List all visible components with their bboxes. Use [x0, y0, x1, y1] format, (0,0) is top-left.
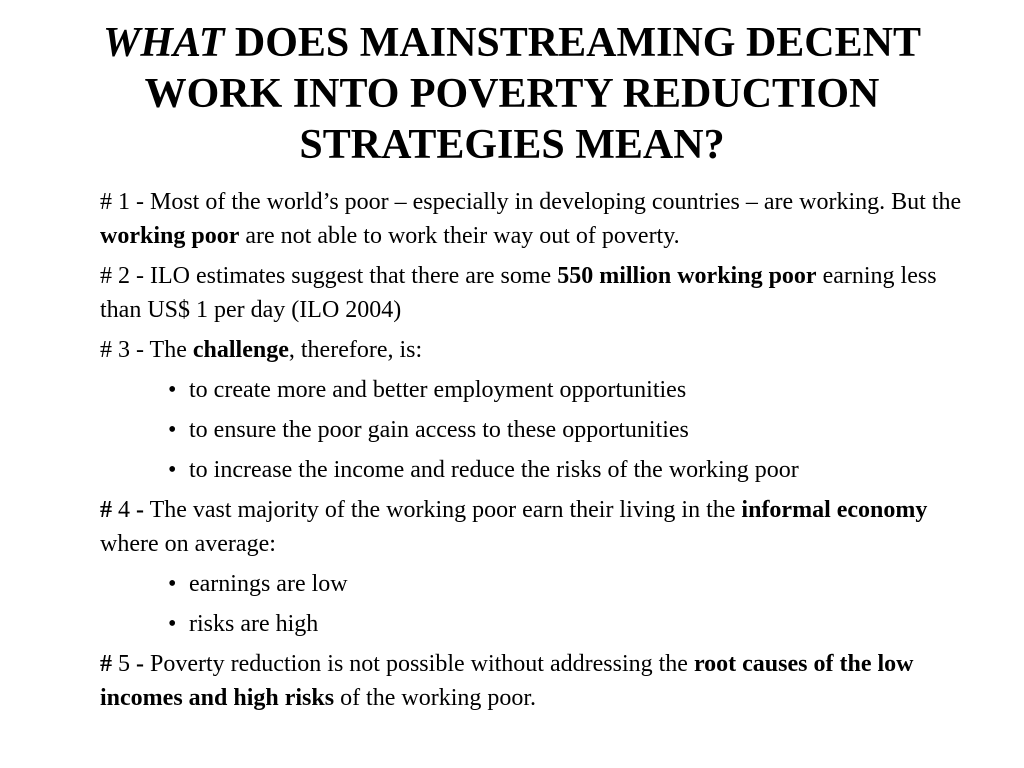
point-1-text-c: are not able to work their way out of poverty.	[239, 223, 680, 249]
point-3	[100, 333, 980, 367]
point-3-text-c: , therefore, is:	[288, 337, 423, 363]
point-5-hash: #	[100, 651, 112, 677]
point-3-text-a: # 3 - The	[100, 337, 193, 363]
point-4-emphasis: informal economy	[741, 497, 928, 523]
point-2-text-c: earning less than US$ 1 per day (ILO 2004)	[100, 263, 937, 323]
bullet-icon: •	[168, 611, 177, 637]
point-4-text-c: where on average:	[100, 531, 276, 557]
point-5-text-a: Poverty reduction is not possible without addressing the	[144, 651, 694, 677]
point-3-emphasis: challenge	[192, 337, 289, 363]
list-item	[168, 607, 980, 641]
bullet-text: risks are high	[189, 611, 319, 637]
point-2-emphasis: 550 million working poor	[557, 263, 817, 289]
point-2	[100, 259, 980, 327]
point-5-dash: -	[136, 651, 144, 677]
point-4-hash: #	[100, 497, 112, 523]
slide-title	[40, 18, 984, 171]
bullet-icon: •	[168, 377, 177, 403]
point-4-number: 4	[112, 497, 136, 523]
slide-body	[100, 185, 980, 715]
point-5	[100, 647, 980, 715]
list-item	[168, 567, 980, 601]
list-item	[168, 373, 980, 407]
point-5-emphasis: root causes of the low incomes and high risks	[100, 651, 914, 711]
point-4-bullet-list	[100, 567, 980, 641]
bullet-text: earnings are low	[189, 571, 348, 597]
list-item	[168, 453, 980, 487]
bullet-text: to ensure the poor gain access to these opportunities	[189, 417, 689, 443]
title-rest: DOES MAINSTREAMING DECENT WORK INTO POVERTY REDUCTION STRATEGIES MEAN?	[144, 20, 921, 168]
bullet-icon: •	[168, 457, 177, 483]
bullet-icon: •	[168, 417, 177, 443]
bullet-text: to increase the income and reduce the risks of the working poor	[189, 457, 799, 483]
bullet-text: to create more and better employment opportunities	[189, 377, 687, 403]
point-1	[100, 185, 980, 253]
point-3-bullet-list	[100, 373, 980, 487]
point-5-text-c: of the working poor.	[334, 685, 537, 711]
title-italic: WHAT	[103, 20, 225, 66]
bullet-icon: •	[168, 571, 177, 597]
point-4-dash: -	[136, 497, 144, 523]
point-4-text-a: The vast majority of the working poor earn their living in the	[144, 497, 742, 523]
point-2-text-a: # 2 - ILO estimates suggest that there are some	[100, 263, 558, 289]
point-1-text-a: # 1 - Most of the world’s poor – especially in developing countries – are working. But the	[100, 189, 962, 215]
point-5-number: 5	[112, 651, 136, 677]
point-4	[100, 493, 980, 561]
list-item	[168, 413, 980, 447]
point-1-emphasis: working poor	[100, 223, 240, 249]
